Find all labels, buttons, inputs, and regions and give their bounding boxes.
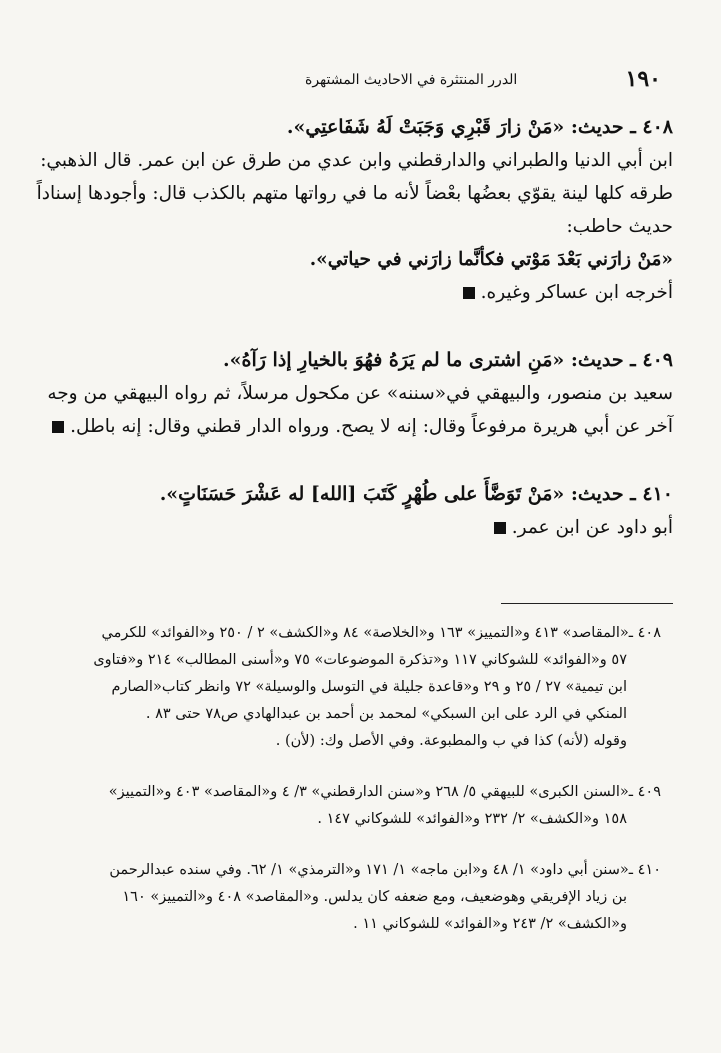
footnote-line: ٤١٠ ـ«سنن أبي داود» ١/ ٤٨ و«ابن ماجه» ١/ ١٧١ و«الترمذي» ١/ ٦٢. وفي سنده عبدالرحمن (109, 862, 661, 878)
hadith-heading: ٤٠٩ ـ حديث: «مَنِ اشترى ما لم يَرَهُ فهُوَ بالخيارِ إذا رَآهُ». (223, 349, 673, 371)
commentary-text: آخر عن أبي هريرة مرفوعاً وقال: إنه لا يصح. ورواه الدار قطني وقال: إنه باطل. (70, 416, 673, 437)
commentary-line (48, 511, 673, 544)
end-of-entry-mark (52, 421, 64, 433)
hadith-heading: ٤٠٨ ـ حديث: «مَنْ زارَ قَبْرِي وَجَبَتْ لَهُ شَفَاعتِي». (286, 116, 673, 138)
commentary-line: سعيد بن منصور، والبيهقي في«سننه» عن مكحول مرسلاً، ثم رواه البيهقي من وجه (47, 383, 673, 404)
footnote-separator (501, 603, 673, 604)
quoted-hadith-line: «مَنْ زارَني بَعْدَ مَوْتي فكأنَّما زارَني في حياتي». (309, 249, 673, 270)
commentary-line: حديث حاطب: (566, 216, 673, 237)
commentary-text: أبو داود عن ابن عمر. (511, 517, 673, 538)
hadith-entry-410 (48, 477, 673, 544)
footnote-line: المنكي في الرد على ابن السبكي» لمحمد بن أحمد بن عبدالهادي ص٧٨ حتى ٨٣ . (145, 706, 627, 722)
end-of-entry-mark (494, 522, 506, 534)
footnote-410 (48, 857, 661, 938)
commentary-line: ابن أبي الدنيا والطبراني والدارقطني وابن عدي من طرق عن ابن عمر. قال الذهبي: (40, 150, 673, 171)
footnote-line: ٤٠٩ ـ«السنن الكبرى» للبيهقي ٥/ ٢٦٨ و«سنن الدارقطني» ٣/ ٤ و«المقاصد» ٤٠٣ و«التمييز» (108, 784, 661, 800)
footnote-409 (48, 779, 661, 833)
hadith-entry-408 (36, 110, 673, 309)
footnotes (48, 620, 661, 962)
commentary-line (48, 410, 673, 443)
footnote-line: بن زياد الإفريقي وهوضعيف، ومع ضعفه كان يدلس. و«المقاصد» ٤٠٨ و«التمييز» ١٦٠ (122, 889, 627, 905)
footnote-line: وقوله (لأنه) كذا في ب والمطبوعة. وفي الأصل وك: (لأن) . (275, 733, 627, 749)
footnote-line: و«الكشف» ٢/ ٢٤٣ و«الفوائد» للشوكاني ١١ . (353, 916, 627, 932)
footnote-line: ١٥٨ و«الكشف» ٢/ ٢٣٢ و«الفوائد» للشوكاني ١٤٧ . (317, 811, 627, 827)
commentary-text: أخرجه ابن عساكر وغيره. (480, 282, 673, 303)
footnote-line: ٥٧ و«الفوائد» للشوكاني ١١٧ و«تذكرة الموضوعات» ٧٥ و«أسنى المطالب» ٢١٤ و«فتاوى (93, 652, 627, 668)
commentary-line (48, 276, 673, 309)
page-header (60, 66, 661, 94)
hadith-heading: ٤١٠ ـ حديث: «مَنْ تَوَضَّأَ على طُهْرٍ كَتَبَ [الله] له عَشْرَ حَسَنَاتٍ». (159, 483, 673, 505)
page-number: ١٩٠ (625, 66, 661, 92)
main-text (36, 110, 673, 578)
footnote-408 (48, 620, 661, 755)
end-of-entry-mark (463, 287, 475, 299)
commentary-line: طرقه كلها لينة يقوّي بعضُها بعْضاً لأنه ما في رواتها متهم بالكذب قال: وأجودها إسناداً (36, 183, 673, 204)
running-title: الدرر المنتثرة في الاحاديث المشتهرة (305, 72, 518, 88)
footnote-line: ٤٠٨ ـ«المقاصد» ٤١٣ و«التمييز» ١٦٣ و«الخلاصة» ٨٤ و«الكشف» ٢ / ٢٥٠ و«الفوائد» للكرمي (101, 625, 661, 641)
footnote-line: ابن تيمية» ٢٧ / ٢٥ و ٢٩ و«قاعدة جليلة في التوسل والوسيلة» ٧٢ وانظر كتاب«الصارم (111, 679, 627, 695)
hadith-entry-409 (48, 343, 673, 443)
